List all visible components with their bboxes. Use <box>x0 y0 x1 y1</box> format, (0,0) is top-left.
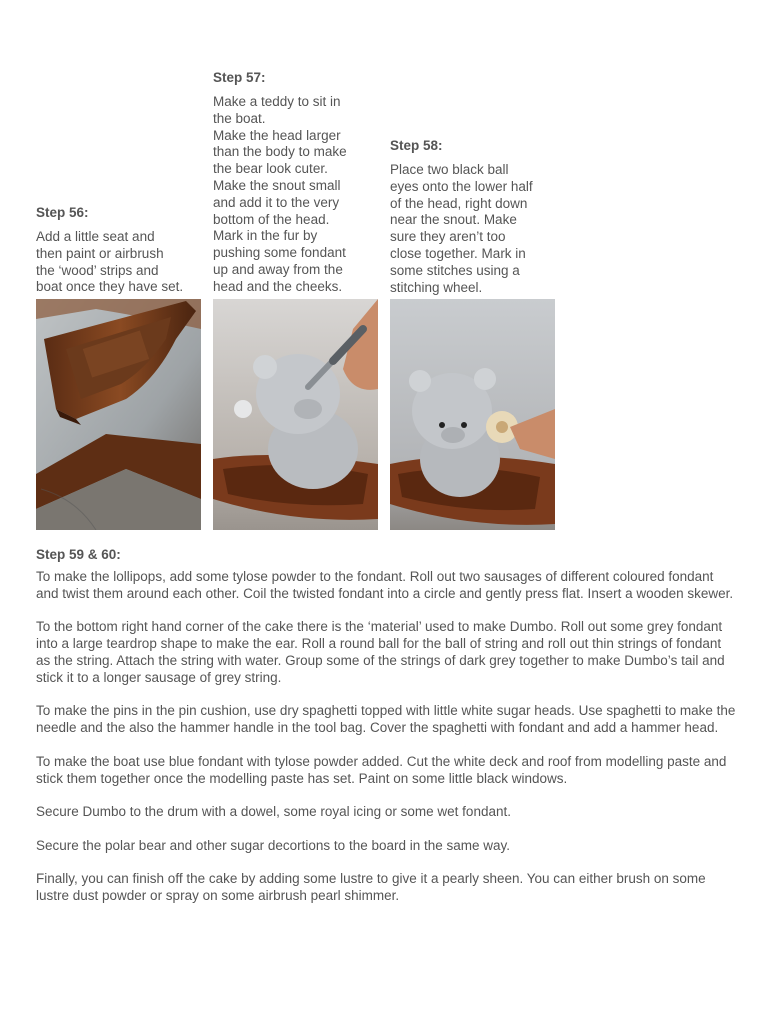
step-58-text: Place two black ball eyes onto the lower half of the head, right down near the snout. Make sure they aren’t too close together. Mark in some stitches using a stitching wheel. <box>390 162 533 295</box>
paragraph: To make the lollipops, add some tylose powder to the fondant. Roll out two sausages of different coloured fondant and twist them around each other. Coil the twisted fondant into a circle and gently press flat. Insert a wooden skewer. <box>36 569 734 601</box>
paragraph: To make the boat use blue fondant with tylose powder added. Cut the white deck and roof from modelling paste and stick them together once the modelling paste has set. Paint on some little black windows. <box>36 753 727 786</box>
paragraph: Secure Dumbo to the drum with a dowel, some royal icing or some wet fondant. <box>36 804 511 820</box>
section-title: Step 59 & 60: <box>36 547 121 562</box>
step-57-title: Step 57: <box>213 70 266 85</box>
step-57-photo <box>213 299 378 530</box>
paragraph: Finally, you can finish off the cake by adding some lustre to give it a pearly sheen. You can either brush on some lustre dust powder or spray on some airbrush pearl shimmer. <box>36 871 706 904</box>
step-56-title: Step 56: <box>36 205 89 220</box>
steps-59-60-section <box>36 547 736 922</box>
step-56-photo <box>36 299 201 530</box>
step-57 <box>213 70 381 296</box>
step-58 <box>390 138 558 296</box>
step-56 <box>36 205 204 296</box>
paragraph: To the bottom right hand corner of the cake there is the ‘material’ used to make Dumbo. Roll out some grey fondant into a large teardrop shape to make the ear. Roll a round ball for the ball of string and roll out thin strings of fondant as the string. Attach the string with water. Group some of the strings of dark grey together to make Dumbo’s tail and stick it to a longer sausage of grey string. <box>36 619 725 685</box>
step-56-text: Add a little seat and then paint or airbrush the ‘wood’ strips and boat once they have set. <box>36 229 184 295</box>
step-58-photo <box>390 299 555 530</box>
paragraph: Secure the polar bear and other sugar decortions to the board in the same way. <box>36 837 511 853</box>
step-58-title: Step 58: <box>390 138 443 153</box>
step-57-text: Make a teddy to sit in the boat. Make the head larger than the body to make the bear look cuter. Make the snout small and add it to the very bottom of the head. Mark in the fur by pushing some fondant up and away from the head and the cheeks. <box>213 94 347 294</box>
paragraph: To make the pins in the pin cushion, use dry spaghetti topped with little white sugar heads. Use spaghetti to make the needle and the also the hammer handle in the tool bag. Cover the spaghetti with fondant and add a hammer head. <box>36 703 736 736</box>
